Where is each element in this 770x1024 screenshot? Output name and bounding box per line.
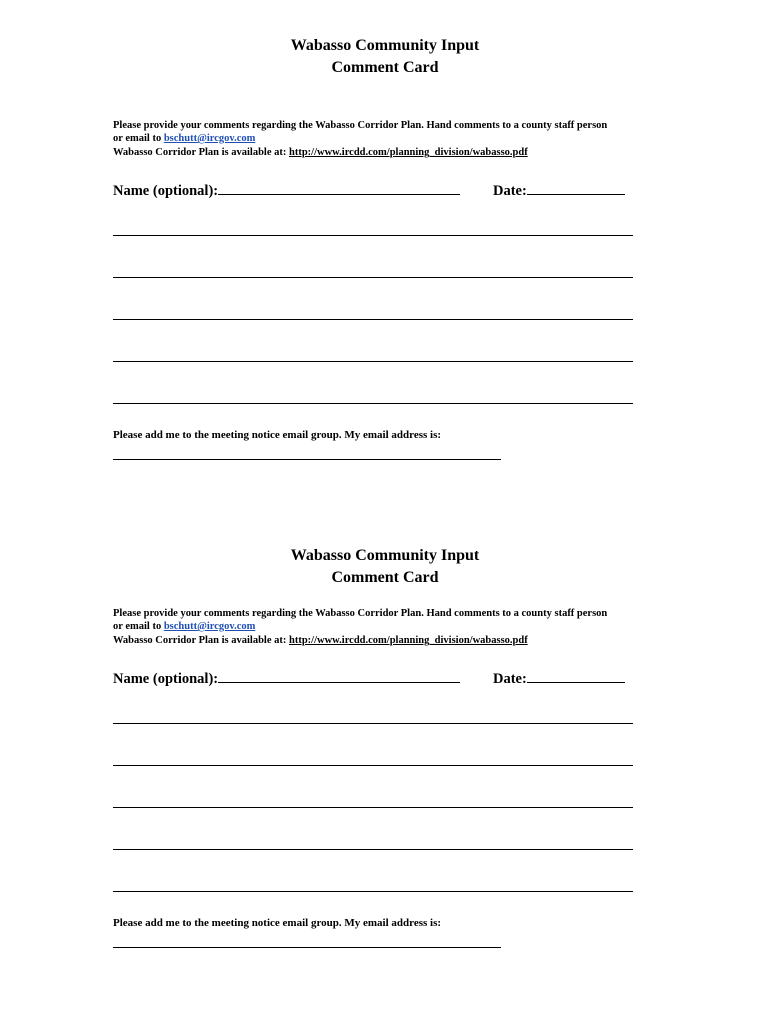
email-address-line[interactable] [113, 459, 501, 460]
comment-line[interactable] [113, 403, 633, 404]
comment-line[interactable] [113, 361, 633, 362]
plan-url-link[interactable]: http://www.ircdd.com/planning_division/wabasso.pdf [288, 635, 528, 646]
date-label: Date: [493, 671, 527, 687]
card-title: Wabasso Community Input [290, 547, 480, 564]
plan-availability-line [113, 146, 673, 160]
name-field-row [113, 180, 460, 200]
name-label: Name (optional): [113, 671, 219, 687]
instructions-email-prefix: or email to [113, 133, 164, 144]
comment-line[interactable] [113, 319, 633, 320]
instructions-text: Please provide your comments regarding the Wabasso Corridor Plan. Hand comments to a county staff person [113, 608, 608, 619]
date-field-row [493, 668, 625, 688]
card-subtitle: Comment Card [331, 569, 439, 586]
comment-line[interactable] [113, 765, 633, 766]
card-title: Wabasso Community Input [290, 37, 480, 54]
comment-line[interactable] [113, 849, 633, 850]
comment-line[interactable] [113, 277, 633, 278]
comment-card-bottom [0, 510, 770, 990]
date-field-line[interactable] [527, 180, 625, 195]
date-label: Date: [493, 183, 527, 199]
plan-available-label: Wabasso Corridor Plan is available at: [113, 635, 289, 646]
comment-line[interactable] [113, 723, 633, 724]
plan-available-label: Wabasso Corridor Plan is available at: [113, 147, 289, 158]
instructions-line [113, 119, 673, 133]
email-address-line[interactable] [113, 947, 501, 948]
comment-card-top [0, 0, 770, 480]
email-link[interactable]: bschutt@ircgov.com [163, 133, 256, 144]
plan-availability-line [113, 634, 673, 648]
instructions-email-line [113, 132, 673, 146]
plan-url-link[interactable]: http://www.ircdd.com/planning_division/wabasso.pdf [288, 147, 528, 158]
date-field-line[interactable] [527, 668, 625, 683]
name-field-line[interactable] [218, 180, 460, 195]
instructions-line [113, 607, 673, 621]
card-subtitle: Comment Card [331, 59, 439, 76]
comment-line[interactable] [113, 891, 633, 892]
name-field-line[interactable] [218, 668, 460, 683]
instructions-text: Please provide your comments regarding the Wabasso Corridor Plan. Hand comments to a county staff person [113, 120, 608, 131]
date-field-row [493, 180, 625, 200]
name-field-row [113, 668, 460, 688]
comment-line[interactable] [113, 235, 633, 236]
comment-line[interactable] [113, 807, 633, 808]
name-label: Name (optional): [113, 183, 219, 199]
instructions-email-prefix: or email to [113, 621, 164, 632]
email-link[interactable]: bschutt@ircgov.com [163, 621, 256, 632]
email-group-label: Please add me to the meeting notice email group. My email address is: [113, 429, 442, 441]
instructions-email-line [113, 620, 673, 634]
email-group-label: Please add me to the meeting notice email group. My email address is: [113, 917, 442, 929]
